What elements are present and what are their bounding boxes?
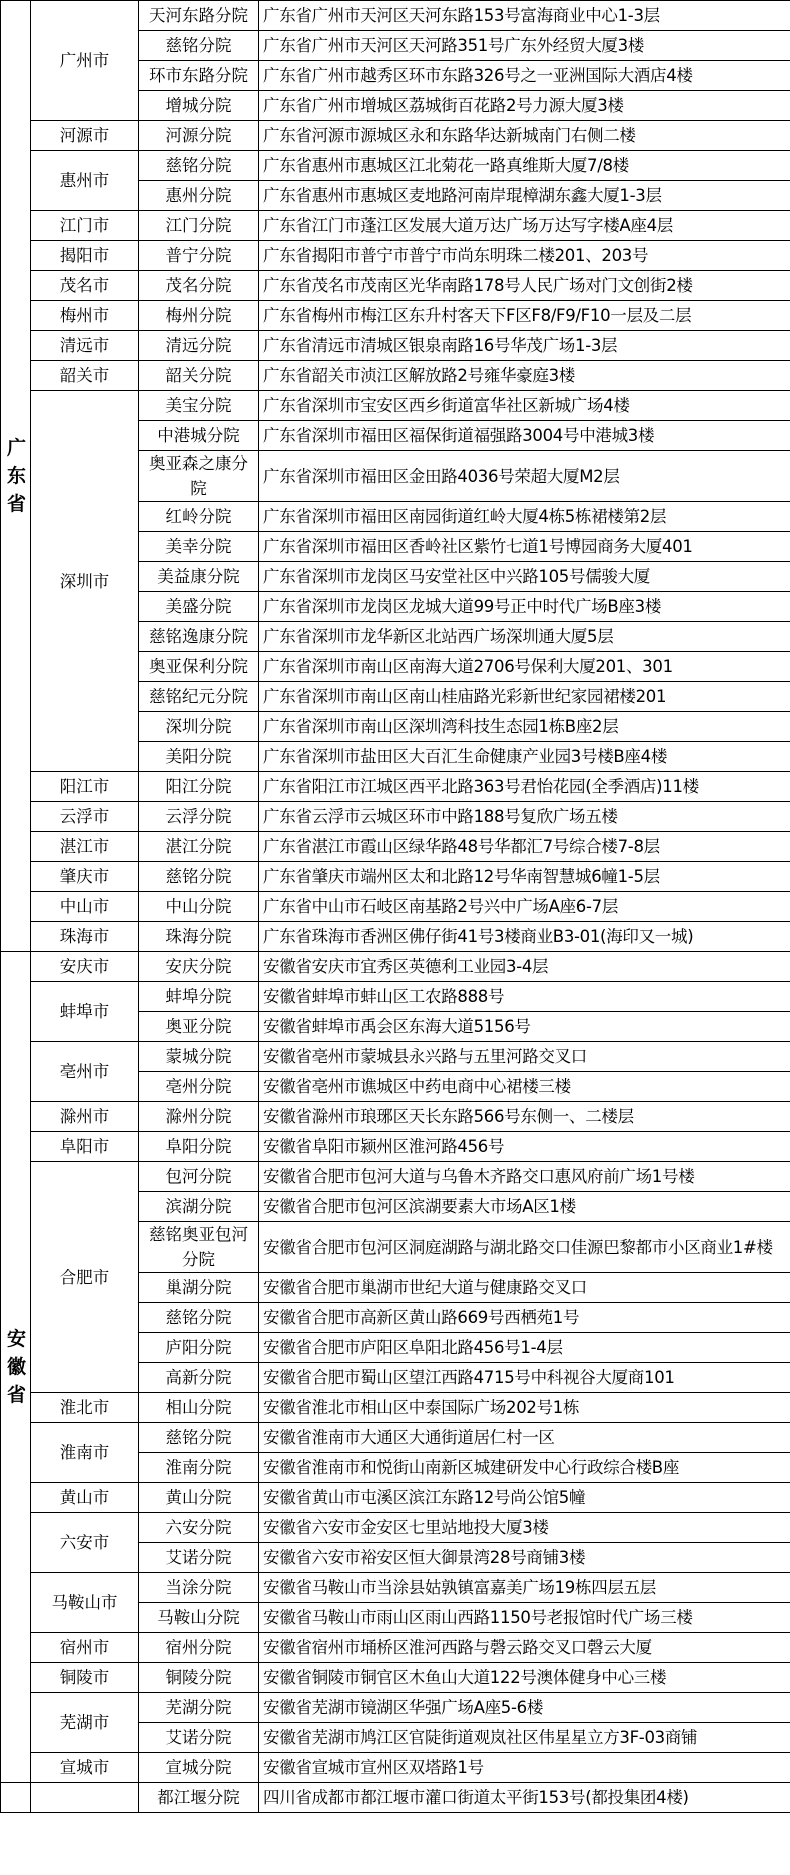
city-cell: 马鞍山市 [31,1573,139,1633]
address-cell: 广东省河源市源城区永和东路华达新城南门右侧二楼 [259,121,790,151]
address-cell: 广东省清远市清城区银泉南路16号华茂广场1-3层 [259,331,790,361]
table-row [1,241,790,271]
branch-cell: 深圳分院 [139,712,259,742]
table-row [1,1483,790,1513]
branch-cell: 慈铭奥亚包河分院 [139,1222,259,1273]
table-row [1,361,790,391]
branch-cell: 马鞍山分院 [139,1603,259,1633]
city-cell: 河源市 [31,121,139,151]
city-cell: 黄山市 [31,1483,139,1513]
branch-cell: 慈铭分院 [139,151,259,181]
city-cell: 深圳市 [31,391,139,772]
city-cell: 珠海市 [31,922,139,952]
city-cell: 阳江市 [31,772,139,802]
city-cell: 淮北市 [31,1393,139,1423]
branch-cell: 蚌埠分院 [139,982,259,1012]
branch-cell: 奥亚森之康分院 [139,451,259,502]
city-cell: 阜阳市 [31,1132,139,1162]
address-cell: 安徽省亳州市蒙城县永兴路与五里河路交叉口 [259,1042,790,1072]
branch-cell: 茂名分院 [139,271,259,301]
branch-cell: 当涂分院 [139,1573,259,1603]
address-cell: 广东省茂名市茂南区光华南路178号人民广场对门文创街2楼 [259,271,790,301]
branch-directory-body [1,1,790,1813]
table-row [1,1393,790,1423]
address-cell: 安徽省蚌埠市蚌山区工农路888号 [259,982,790,1012]
branch-cell: 宣城分院 [139,1753,259,1783]
table-row [1,1,790,31]
branch-cell: 安庆分院 [139,952,259,982]
address-cell: 广东省深圳市福田区福保街道福强路3004号中港城3楼 [259,421,790,451]
address-cell: 安徽省滁州市琅琊区天长东路566号东侧一、二楼层 [259,1102,790,1132]
branch-cell: 阜阳分院 [139,1132,259,1162]
address-cell: 安徽省宣城市宣州区双塔路1号 [259,1753,790,1783]
city-cell: 中山市 [31,892,139,922]
address-cell: 广东省广州市天河区天河东路153号富海商业中心1-3层 [259,1,790,31]
table-row [1,1042,790,1072]
branch-cell: 庐阳分院 [139,1333,259,1363]
province-cell [1,1783,31,1813]
branch-cell: 阳江分院 [139,772,259,802]
address-cell: 安徽省合肥市包河区洞庭湖路与湖北路交口佳源巴黎都市小区商业1#楼 [259,1222,790,1273]
branch-cell: 普宁分院 [139,241,259,271]
address-cell: 广东省中山市石岐区南基路2号兴中广场A座6-7层 [259,892,790,922]
branch-cell: 中港城分院 [139,421,259,451]
address-cell: 广东省深圳市龙岗区龙城大道99号正中时代广场B座3楼 [259,592,790,622]
address-cell: 安徽省马鞍山市雨山区雨山西路1150号老报馆时代广场三楼 [259,1603,790,1633]
branch-cell: 慈铭纪元分院 [139,682,259,712]
address-cell: 安徽省芜湖市鸠江区官陡街道观岚社区伟星星立方3F-03商铺 [259,1723,790,1753]
city-cell: 惠州市 [31,151,139,211]
branch-cell: 都江堰分院 [139,1783,259,1813]
address-cell: 安徽省铜陵市铜官区木鱼山大道122号澳体健身中心三楼 [259,1663,790,1693]
branch-cell: 艾诺分院 [139,1723,259,1753]
address-cell: 广东省深圳市盐田区大百汇生命健康产业园3号楼B座4楼 [259,742,790,772]
city-cell: 茂名市 [31,271,139,301]
table-row [1,1513,790,1543]
branch-cell: 韶关分院 [139,361,259,391]
branch-cell: 蒙城分院 [139,1042,259,1072]
address-cell: 广东省韶关市浈江区解放路2号雍华豪庭3楼 [259,361,790,391]
branch-cell: 铜陵分院 [139,1663,259,1693]
table-row [1,1753,790,1783]
table-row [1,892,790,922]
address-cell: 安徽省亳州市谯城区中药电商中心裙楼三楼 [259,1072,790,1102]
address-cell: 广东省深圳市福田区南园街道红岭大厦4栋5栋裙楼第2层 [259,502,790,532]
table-row [1,982,790,1012]
branch-cell: 河源分院 [139,121,259,151]
address-cell: 安徽省蚌埠市禹会区东海大道5156号 [259,1012,790,1042]
address-cell: 安徽省宿州市埇桥区淮河西路与磬云路交叉口磬云大厦 [259,1633,790,1663]
table-row [1,1132,790,1162]
address-cell: 广东省深圳市南山区深圳湾科技生态园1栋B座2层 [259,712,790,742]
city-cell: 清远市 [31,331,139,361]
branch-cell: 环市东路分院 [139,61,259,91]
table-row [1,331,790,361]
branch-cell: 艾诺分院 [139,1543,259,1573]
address-cell: 安徽省合肥市包河区滨湖要素大市场A区1楼 [259,1192,790,1222]
table-row [1,1693,790,1723]
city-cell: 湛江市 [31,832,139,862]
branch-cell: 相山分院 [139,1393,259,1423]
table-row [1,1783,790,1813]
branch-cell: 中山分院 [139,892,259,922]
address-cell: 安徽省六安市金安区七里站地投大厦3楼 [259,1513,790,1543]
branch-cell: 滨湖分院 [139,1192,259,1222]
branch-cell: 增城分院 [139,91,259,121]
city-cell: 宣城市 [31,1753,139,1783]
address-cell: 安徽省马鞍山市当涂县姑孰镇富嘉美广场19栋四层五层 [259,1573,790,1603]
table-row [1,1633,790,1663]
table-row [1,1423,790,1453]
table-row [1,1573,790,1603]
address-cell: 广东省深圳市福田区金田路4036号荣超大厦M2层 [259,451,790,502]
branch-cell: 珠海分院 [139,922,259,952]
branch-cell: 美幸分院 [139,532,259,562]
branch-cell: 黄山分院 [139,1483,259,1513]
address-cell: 广东省阳江市江城区西平北路363号君怡花园(全季酒店)11楼 [259,772,790,802]
table-row [1,151,790,181]
branch-cell: 美益康分院 [139,562,259,592]
branch-cell: 包河分院 [139,1162,259,1192]
city-cell: 肇庆市 [31,862,139,892]
city-cell [31,1783,139,1813]
city-cell: 安庆市 [31,952,139,982]
table-row [1,211,790,241]
table-row [1,271,790,301]
address-cell: 安徽省阜阳市颍州区淮河路456号 [259,1132,790,1162]
branch-cell: 湛江分院 [139,832,259,862]
address-cell: 安徽省芜湖市镜湖区华强广场A座5-6楼 [259,1693,790,1723]
city-cell: 广州市 [31,1,139,121]
branch-cell: 美阳分院 [139,742,259,772]
city-cell: 宿州市 [31,1633,139,1663]
table-row [1,862,790,892]
branch-cell: 清远分院 [139,331,259,361]
branch-cell: 江门分院 [139,211,259,241]
address-cell: 广东省揭阳市普宁市普宁市尚东明珠二楼201、203号 [259,241,790,271]
table-row [1,952,790,982]
address-cell: 广东省江门市蓬江区发展大道万达广场万达写字楼A座4层 [259,211,790,241]
table-row [1,301,790,331]
city-cell: 云浮市 [31,802,139,832]
address-cell: 广东省云浮市云城区环市中路188号复欣广场五楼 [259,802,790,832]
address-cell: 安徽省合肥市庐阳区阜阳北路456号1-4层 [259,1333,790,1363]
city-cell: 韶关市 [31,361,139,391]
address-cell: 广东省广州市增城区荔城街百花路2号力源大厦3楼 [259,91,790,121]
branch-cell: 慈铭分院 [139,862,259,892]
address-cell: 广东省深圳市南山区南海大道2706号保利大厦201、301 [259,652,790,682]
city-cell: 蚌埠市 [31,982,139,1042]
address-cell: 安徽省合肥市蜀山区望江西路4715号中科视谷大厦商101 [259,1363,790,1393]
address-cell: 广东省肇庆市端州区太和北路12号华南智慧城6幢1-5层 [259,862,790,892]
city-cell: 芜湖市 [31,1693,139,1753]
branch-cell: 美宝分院 [139,391,259,421]
branch-cell: 慈铭分院 [139,1303,259,1333]
address-cell: 安徽省安庆市宜秀区英德利工业园3-4层 [259,952,790,982]
table-row [1,832,790,862]
address-cell: 广东省深圳市福田区香岭社区紫竹七道1号博园商务大厦401 [259,532,790,562]
table-row [1,772,790,802]
branch-cell: 六安分院 [139,1513,259,1543]
address-cell: 安徽省合肥市包河大道与乌鲁木齐路交口惠风府前广场1号楼 [259,1162,790,1192]
city-cell: 梅州市 [31,301,139,331]
city-cell: 六安市 [31,1513,139,1573]
province-cell: 安徽省 [1,952,31,1783]
address-cell: 四川省成都市都江堰市灌口街道太平街153号(都投集团4楼) [259,1783,790,1813]
province-cell: 广东省 [1,1,31,952]
city-cell: 揭阳市 [31,241,139,271]
table-row [1,802,790,832]
branch-cell: 滁州分院 [139,1102,259,1132]
table-row [1,922,790,952]
address-cell: 安徽省黄山市屯溪区滨江东路12号尚公馆5幢 [259,1483,790,1513]
branch-cell: 慈铭分院 [139,31,259,61]
branch-cell: 慈铭分院 [139,1423,259,1453]
address-cell: 广东省深圳市南山区南山桂庙路光彩新世纪家园裙楼201 [259,682,790,712]
branch-cell: 红岭分院 [139,502,259,532]
address-cell: 安徽省合肥市高新区黄山路669号西栖苑1号 [259,1303,790,1333]
address-cell: 广东省梅州市梅江区东升村客天下F区F8/F9/F10一层及二层 [259,301,790,331]
branch-cell: 云浮分院 [139,802,259,832]
address-cell: 广东省湛江市霞山区绿华路48号华都汇7号综合楼7-8层 [259,832,790,862]
table-row [1,1162,790,1192]
branch-cell: 亳州分院 [139,1072,259,1102]
city-cell: 合肥市 [31,1162,139,1393]
table-row [1,1102,790,1132]
address-cell: 广东省深圳市宝安区西乡街道富华社区新城广场4楼 [259,391,790,421]
city-cell: 亳州市 [31,1042,139,1102]
city-cell: 铜陵市 [31,1663,139,1693]
address-cell: 广东省深圳市龙华新区北站西广场深圳通大厦5层 [259,622,790,652]
branch-cell: 奥亚保利分院 [139,652,259,682]
address-cell: 广东省珠海市香洲区佛仔街41号3楼商业B3-01(海印又一城) [259,922,790,952]
address-cell: 安徽省六安市裕安区恒大御景湾28号商铺3楼 [259,1543,790,1573]
address-cell: 安徽省合肥市巢湖市世纪大道与健康路交叉口 [259,1273,790,1303]
branch-cell: 巢湖分院 [139,1273,259,1303]
address-cell: 广东省惠州市惠城区江北菊花一路真维斯大厦7/8楼 [259,151,790,181]
branch-cell: 宿州分院 [139,1633,259,1663]
address-cell: 安徽省淮北市相山区中泰国际广场202号1栋 [259,1393,790,1423]
address-cell: 广东省深圳市龙岗区马安堂社区中兴路105号儒骏大厦 [259,562,790,592]
city-cell: 江门市 [31,211,139,241]
branch-cell: 淮南分院 [139,1453,259,1483]
address-cell: 广东省广州市天河区天河路351号广东外经贸大厦3楼 [259,31,790,61]
address-cell: 广东省广州市越秀区环市东路326号之一亚洲国际大酒店4楼 [259,61,790,91]
branch-cell: 高新分院 [139,1363,259,1393]
branch-cell: 奥亚分院 [139,1012,259,1042]
branch-cell: 梅州分院 [139,301,259,331]
table-row [1,1663,790,1693]
address-cell: 安徽省淮南市和悦街山南新区城建研发中心行政综合楼B座 [259,1453,790,1483]
table-row [1,391,790,421]
branch-cell: 天河东路分院 [139,1,259,31]
branch-cell: 惠州分院 [139,181,259,211]
branch-cell: 慈铭逸康分院 [139,622,259,652]
address-cell: 安徽省淮南市大通区大通街道居仁村一区 [259,1423,790,1453]
branch-cell: 美盛分院 [139,592,259,622]
city-cell: 滁州市 [31,1102,139,1132]
table-row [1,121,790,151]
city-cell: 淮南市 [31,1423,139,1483]
address-cell: 广东省惠州市惠城区麦地路河南岸琨樟湖东鑫大厦1-3层 [259,181,790,211]
branch-cell: 芜湖分院 [139,1693,259,1723]
